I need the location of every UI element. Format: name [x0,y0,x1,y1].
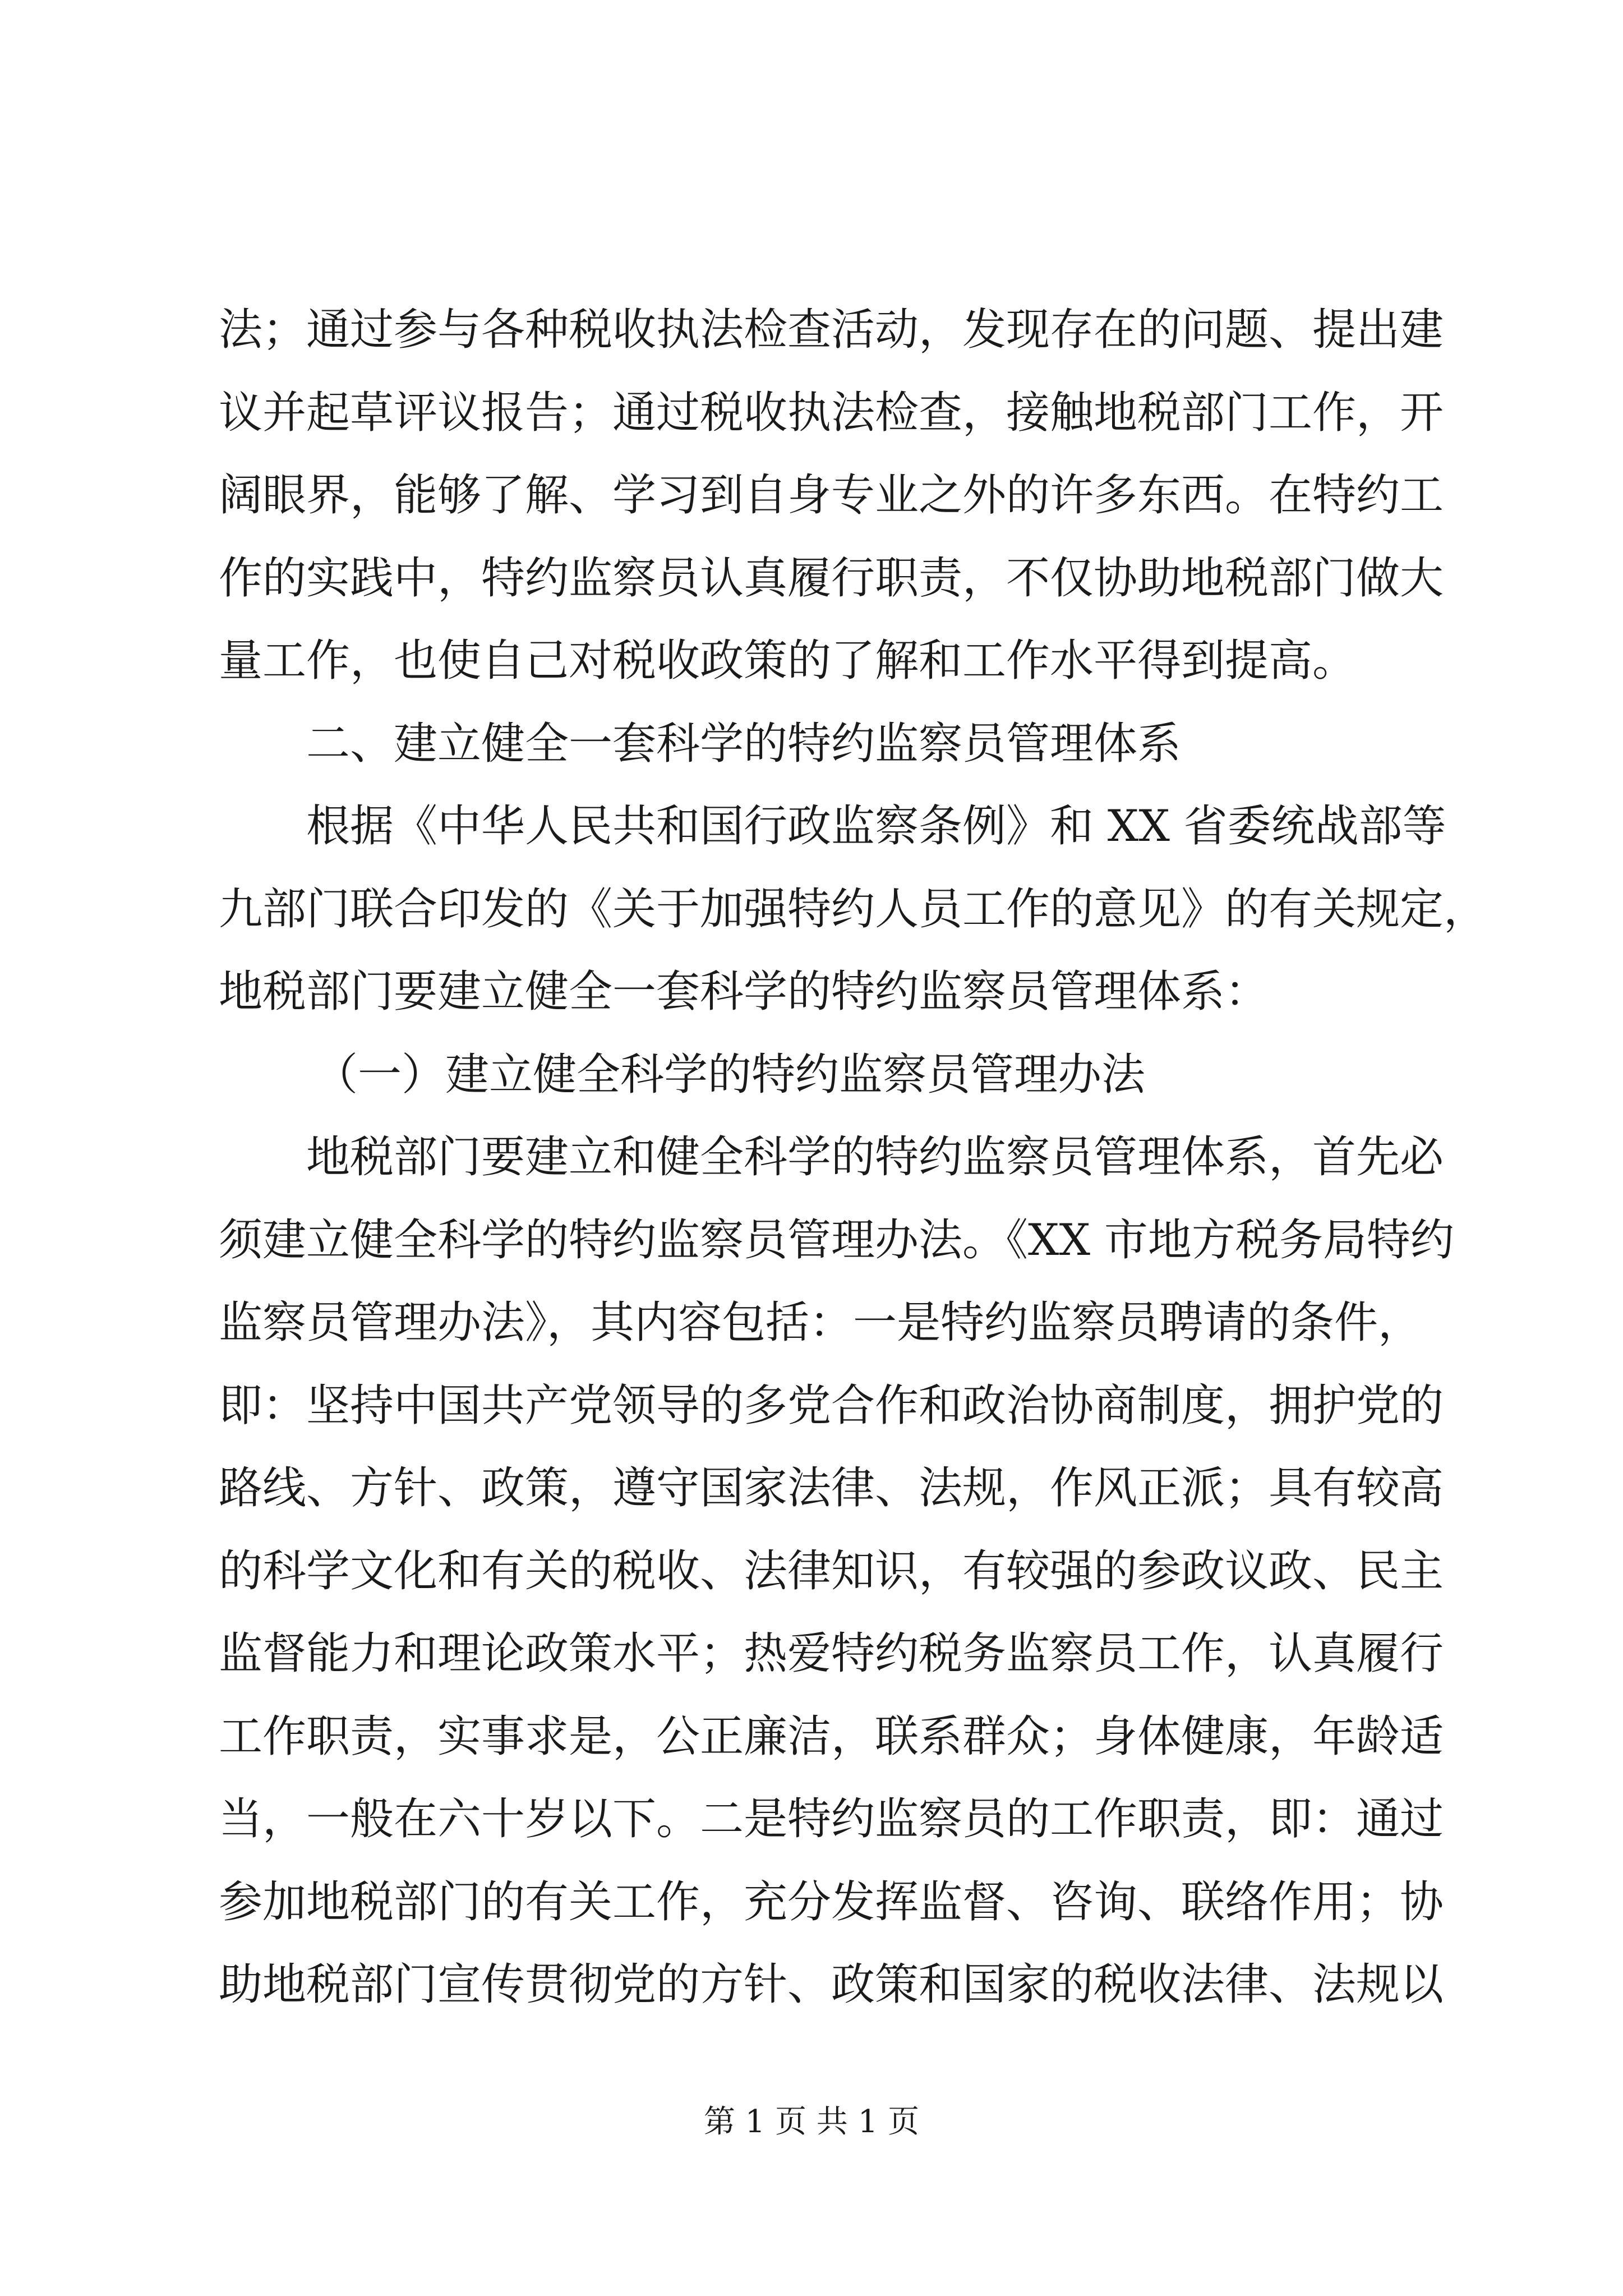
text-line: 根据《中华人民共和国行政监察条例》和 XX 省委统战部等 [306,801,1446,852]
text-line: 议并起草评议报告；通过税收执法检查，接触地税部门工作，开 [219,387,1444,438]
text-line: 监督能力和理论政策水平；热爱特约税务监察员工作，认真履行 [219,1628,1444,1679]
text-line: 监察员管理办法》，其内容包括：一是特约监察员聘请的条件， [219,1297,1422,1348]
text-line: 参加地税部门的有关工作，充分发挥监督、咨询、联络作用；协 [219,1876,1444,1927]
text-line: 的科学文化和有关的税收、法律知识，有较强的参政议政、民主 [219,1545,1444,1596]
text-line: 路线、方针、政策，遵守国家法律、法规，作风正派；具有较高 [219,1463,1444,1513]
page-footer: 第 1 页 共 1 页 [703,2104,920,2140]
text-line: 法；通过参与各种税收执法检查活动，发现存在的问题、提出建 [219,305,1444,355]
text-line: 作的实践中，特约监察员认真履行职责，不仅协助地税部门做大 [219,553,1444,604]
text-line: 地税部门要建立和健全科学的特约监察员管理体系，首先必 [306,1132,1444,1182]
text-line: 当，一般在六十岁以下。二是特约监察员的工作职责，即：通过 [219,1794,1444,1844]
text-line: 阔眼界，能够了解、学习到自身专业之外的许多东西。在特约工 [219,470,1444,521]
text-line: 即：坚持中国共产党领导的多党合作和政治协商制度，拥护党的 [219,1380,1444,1431]
text-line: 助地税部门宣传贯彻党的方针、政策和国家的税收法律、法规以 [219,1959,1444,2010]
document-body [219,289,1488,2027]
text-line: 九部门联合印发的《关于加强特约人员工作的意见》的有关规定， [219,884,1488,935]
text-line: 工作职责，实事求是，公正廉洁，联系群众；身体健康，年龄适 [219,1711,1444,1762]
section-heading: 二、建立健全一套科学的特约监察员管理体系 [306,718,1182,769]
text-line: 须建立健全科学的特约监察员管理办法。《XX 市地方税务局特约 [219,1214,1454,1266]
subsection-heading: （一）建立健全科学的特约监察员管理办法 [314,1049,1146,1100]
text-line: 量工作，也使自己对税收政策的了解和工作水平得到提高。 [219,636,1357,686]
text-line: 地税部门要建立健全一套科学的特约监察员管理体系： [219,967,1269,1017]
